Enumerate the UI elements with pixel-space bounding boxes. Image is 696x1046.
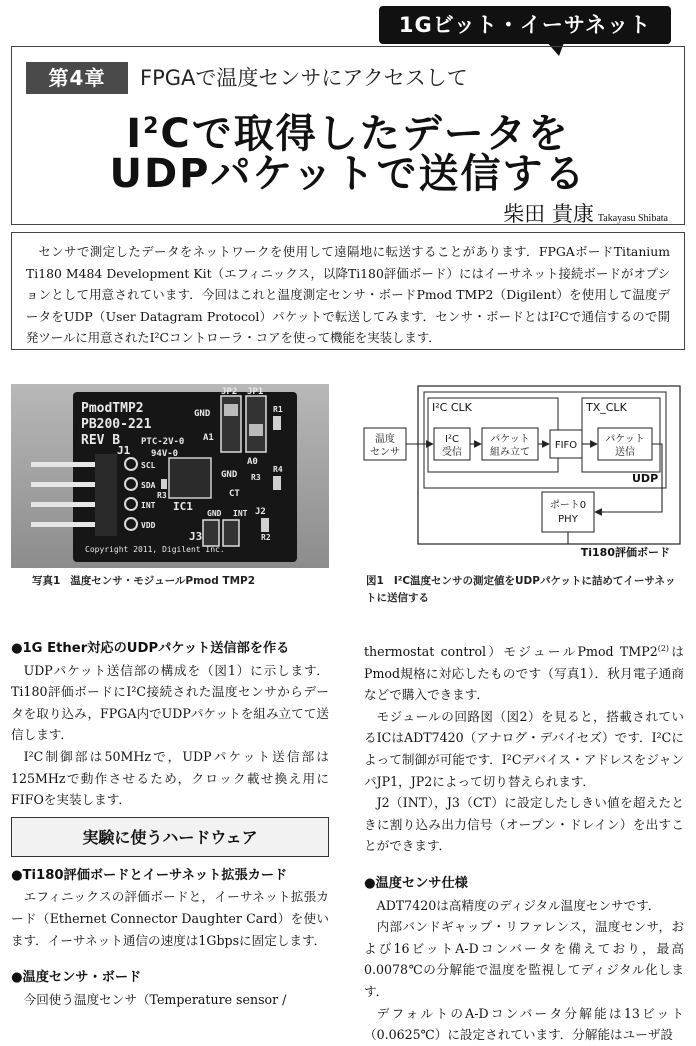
figure-caption-text: I²C温度センサの測定値をUDPパケットに詰めてイーサネットに送信する: [366, 575, 676, 604]
svg-text:R3: R3: [157, 491, 167, 500]
paragraph: I²C制御部は50MHzで，UDPパケット送信部は125MHzで動作させるため，クロック載せ換え用にFIFOを実装します．: [11, 748, 329, 808]
article-title-line-2: UDPパケットで送信する: [109, 151, 587, 197]
svg-text:PTC-2V-0: PTC-2V-0: [141, 437, 185, 447]
paragraph: 内部バンドギャップ・リファレンス，温度センサ，および16ビットA-Dコンバータを備えており，最高0.0078℃の分解能で温度を監視してディジタル化します．: [364, 919, 684, 999]
svg-text:CT: CT: [229, 489, 240, 499]
title-rest: Cで取得したデータを: [160, 111, 570, 157]
svg-text:VDD: VDD: [141, 521, 156, 530]
photo-pmod-tmp2: [11, 384, 329, 568]
title-i: I: [126, 111, 144, 157]
svg-text:FIFO: FIFO: [554, 440, 578, 451]
svg-text:PmodTMP2: PmodTMP2: [81, 401, 144, 416]
svg-text:パケット: パケット: [605, 434, 645, 445]
figure-caption: [366, 573, 684, 607]
series-tag: 1Gビット・イーサネット: [379, 6, 671, 44]
paragraph: J2（INT），J3（CT）に設定したしきい値を超えたときに割り込み出力信号（オープン・ドレイン）を出すことができます．: [364, 795, 684, 854]
figure-caption-number: 図1: [366, 575, 384, 587]
svg-text:94V-0: 94V-0: [151, 449, 179, 459]
title-superscript: 2: [143, 114, 161, 139]
lead-paragraph: [11, 232, 685, 350]
chapter-label: 第4章: [26, 62, 128, 94]
section-heading-sensor-spec: ●温度センサ仕様: [364, 875, 468, 891]
paragraph: デフォルトのA-Dコンバータ分解能は13ビット（0.0625℃）に設定されています．分解能はユーザ設: [364, 1005, 684, 1043]
svg-text:パケット: パケット: [490, 434, 530, 445]
svg-text:PHY: PHY: [558, 514, 578, 525]
paragraph: モジュールの回路図（図2）を見ると，搭載されているICはADT7420（アナログ・デバイセズ）です．I²Cによって制御が可能です．I²Cデバイス・アドレスをジャンパJP1，JP2によって切り替えられます．: [364, 708, 684, 789]
svg-text:温度: 温度: [375, 434, 395, 445]
author-roman: Takayasu Shibata: [597, 213, 668, 224]
svg-text:R1: R1: [273, 405, 283, 414]
svg-text:R3: R3: [251, 473, 261, 482]
author: [503, 198, 668, 228]
svg-text:SDA: SDA: [141, 481, 156, 490]
svg-text:送信: 送信: [615, 447, 635, 458]
i2c-clk-label: I²C CLK: [432, 401, 472, 414]
body-column-right: [364, 638, 684, 1046]
paragraph: UDPパケット送信部の構成を（図1）に示します．Ti180評価ボードにI²C接続された温度センサからデータを取り込み，FPGA内でUDPパケットを組み立てて送信します．: [11, 662, 329, 743]
paragraph: エフィニックスの評価ボードと，イーサネット拡張カード（Ethernet Connector Daughter Card）を使います．イーサネット通信の速度は1Gbpsに固定します．: [11, 889, 329, 948]
svg-text:Copyright 2011, Digilent Inc.: Copyright 2011, Digilent Inc.: [85, 545, 225, 554]
svg-text:J1: J1: [117, 444, 131, 457]
port0-phy-block: [542, 492, 594, 532]
svg-text:J2: J2: [255, 507, 266, 517]
svg-text:組み立て: 組み立て: [490, 447, 530, 458]
svg-text:R2: R2: [261, 533, 271, 542]
tx-clk-label: TX_CLK: [586, 401, 627, 414]
lead-text: センサで測定したデータをネットワークを使用して遠隔地に転送することがあります．FPGAボードTitanium Ti180 M484 Development Kit（エフィニックス，以降Ti180評価ボード）にはイーサネット接続ボードがオプションとして用意されています．今回はこれと温度測定センサ・ボードPmod TMP2（Digilent）を使用して温度データをUDP（User Datagram Protocol）パケットで転送してみます．センサ・ボードとはI²Cで通信するので開発ツールに用意されたI²Cコントローラ・コアを使って機能を実装します．: [26, 244, 670, 345]
paragraph: ADT7420は高精度のディジタル温度センサです．: [376, 897, 661, 913]
svg-text:GND: GND: [194, 409, 211, 419]
svg-text:受信: 受信: [442, 447, 462, 458]
svg-text:I²C: I²C: [445, 434, 459, 445]
paragraph-continued: thermostat control）モジュールPmod TMP2$^{(2)}$はPmod規格に対応したものです（写真1）．秋月電子通商などで購入できます．: [364, 644, 685, 703]
svg-text:JP1: JP1: [247, 387, 264, 397]
svg-text:センサ: センサ: [370, 447, 400, 458]
author-name: 柴田 貴康: [503, 202, 594, 226]
reference-superscript: (2): [657, 644, 670, 653]
section-heading-ti180-board: ●Ti180評価ボードとイーサネット拡張カード: [11, 867, 288, 883]
svg-text:ポート0: ポート0: [549, 500, 587, 511]
svg-text:GND: GND: [221, 470, 238, 480]
svg-text:INT: INT: [141, 501, 156, 510]
svg-text:REV B: REV B: [81, 433, 121, 448]
body-column-left: [11, 638, 329, 1010]
svg-text:GND: GND: [207, 509, 222, 518]
chapter-subtitle: FPGAで温度センサにアクセスして: [140, 66, 468, 90]
svg-text:J3: J3: [189, 530, 203, 543]
svg-text:A1: A1: [203, 433, 214, 443]
svg-text:R4: R4: [273, 465, 283, 474]
block-diagram-svg: [362, 384, 682, 564]
svg-text:INT: INT: [233, 509, 248, 518]
pmod-board-illustration: [11, 384, 329, 568]
section-heading-sensor-board: ●温度センサ・ボード: [11, 970, 142, 986]
photo-caption-text: 温度センサ・モジュールPmod TMP2: [70, 575, 256, 587]
board-label: Ti180評価ボード: [580, 546, 670, 559]
svg-text:A0: A0: [247, 457, 258, 467]
svg-text:JP2: JP2: [221, 387, 238, 397]
svg-text:PB200-221: PB200-221: [81, 417, 152, 432]
photo-caption-number: 写真1: [32, 575, 61, 587]
boxed-section-heading: 実験に使うハードウェア: [11, 817, 329, 857]
svg-text:IC1: IC1: [173, 500, 193, 513]
figure-1-block-diagram: [362, 384, 682, 564]
section-heading-udp-sender: ●1G Ether対応のUDPパケット送信部を作る: [11, 641, 290, 656]
ic1-chip: [169, 458, 211, 498]
photo-caption: [32, 573, 332, 590]
udp-label: UDP: [632, 472, 659, 485]
paragraph: 今回使う温度センサ（Temperature sensor /: [23, 991, 287, 1007]
svg-text:SCL: SCL: [141, 461, 156, 470]
